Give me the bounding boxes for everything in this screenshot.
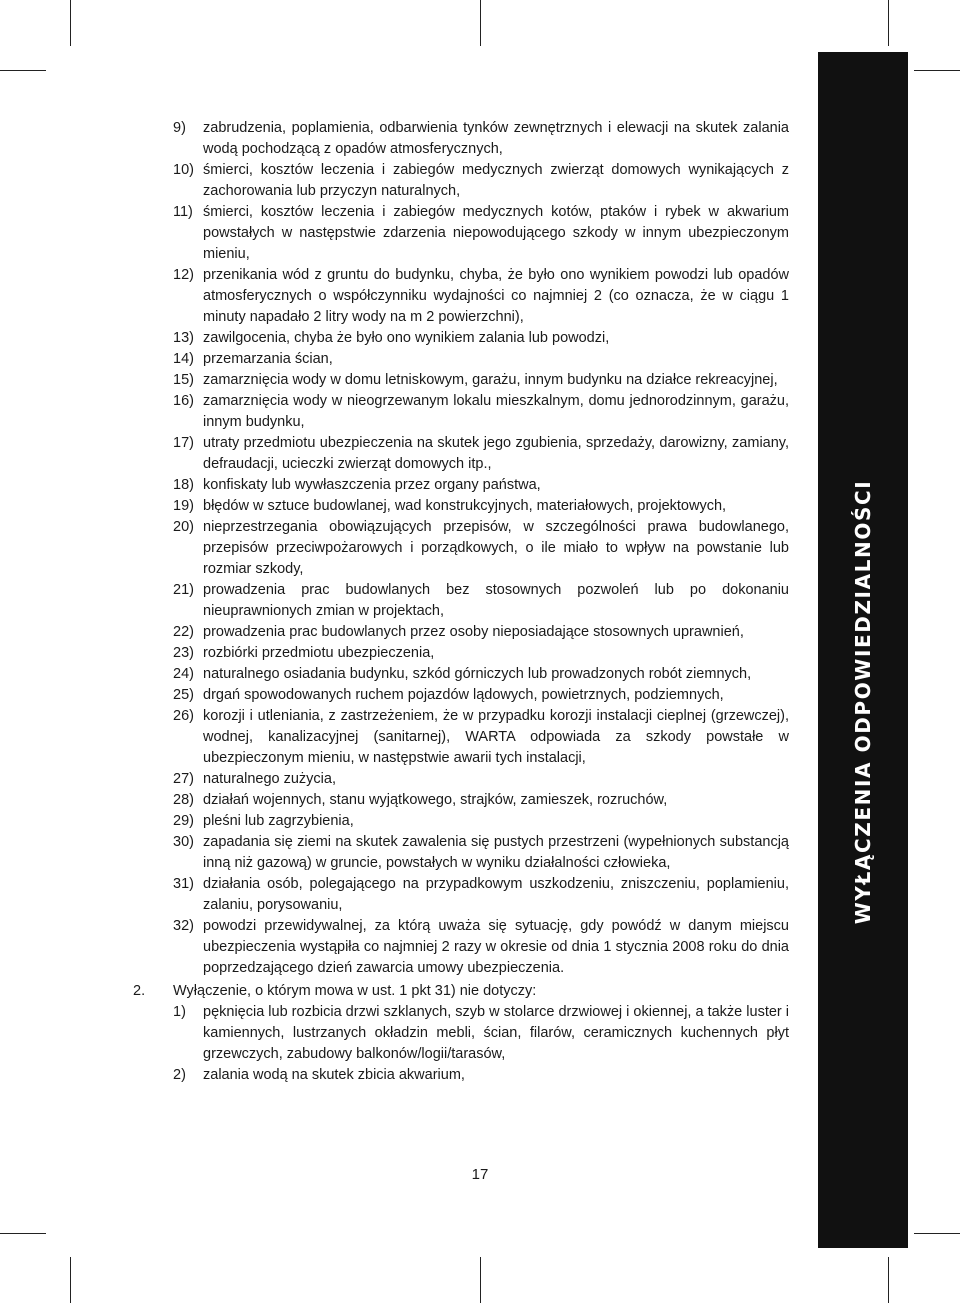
- crop-mark-left-top: [0, 70, 46, 71]
- exclusion-item-number: 30): [173, 834, 194, 850]
- exclusion-item: [133, 370, 789, 391]
- exclusion-item-text: działania osób, polegającego na przypadkowym uszkodzeniu, zniszczeniu, poplamieniu, zalaniu, porysowaniu,: [203, 876, 789, 913]
- exclusion-item: [133, 643, 789, 664]
- exclusion-item-number: 12): [173, 267, 194, 283]
- exclusion-item-text: śmierci, kosztów leczenia i zabiegów medycznych zwierząt domowych wynikających z zachorowania lub przyczyn naturalnych,: [203, 162, 789, 199]
- exclusion-item-number: 31): [173, 876, 194, 892]
- exclusion-item-text: konfiskaty lub wywłaszczenia przez organy państwa,: [203, 477, 541, 493]
- exclusion-item: [133, 265, 789, 328]
- crop-mark-right-top: [914, 70, 960, 71]
- exclusion-item-number: 22): [173, 624, 194, 640]
- section-2-item: [133, 1002, 789, 1065]
- exclusion-item-number: 21): [173, 582, 194, 598]
- exclusion-item-text: utraty przedmiotu ubezpieczenia na skutek jego zgubienia, sprzedaży, darowizny, zamiany, defraudacji, ucieczki zwierząt domowych itp.,: [203, 435, 789, 472]
- exclusion-item-number: 16): [173, 393, 194, 409]
- exclusion-item-number: 24): [173, 666, 194, 682]
- exclusion-item: [133, 580, 789, 622]
- exclusion-item: [133, 496, 789, 517]
- exclusion-item-text: nieprzestrzegania obowiązujących przepisów, w szczególności prawa budowlanego, przepisów przeciwpożarowych i porządkowych, o ile miało to wpływ na powstanie lub rozmiar szkody,: [203, 519, 789, 577]
- exclusion-item-text: prowadzenia prac budowlanych bez stosownych pozwoleń lub po dokonaniu nieuprawnionych zmian w projektach,: [203, 582, 789, 619]
- exclusion-item-text: zapadania się ziemi na skutek zawalenia się pustych przestrzeni (wypełnionych substancją inną niż gazową) w gruncie, powstałych w wyniku działalności człowieka,: [203, 834, 789, 871]
- section-2-heading: [133, 981, 789, 1002]
- crop-mark-top-left: [70, 0, 71, 46]
- exclusion-item-number: 23): [173, 645, 194, 661]
- exclusion-item-text: przenikania wód z gruntu do budynku, chyba, że było ono wynikiem powodzi lub opadów atmosferycznych o współczynniku wydajności co najmniej 2 (co oznacza, że w ciągu 1 minuty napadało 2 litry wody na m 2 powierzchni),: [203, 267, 789, 325]
- section-2-text: Wyłączenie, o którym mowa w ust. 1 pkt 31) nie dotyczy:: [173, 983, 537, 999]
- crop-mark-left-bottom: [0, 1233, 46, 1234]
- exclusion-item: [133, 391, 789, 433]
- section-side-band: [818, 52, 908, 1248]
- exclusion-item: [133, 349, 789, 370]
- page-number: 17: [471, 1166, 489, 1183]
- exclusion-item: [133, 769, 789, 790]
- exclusion-item: [133, 706, 789, 769]
- exclusion-item: [133, 160, 789, 202]
- exclusion-item-number: 25): [173, 687, 194, 703]
- exclusion-item-text: korozji i utleniania, z zastrzeżeniem, że w przypadku korozji instalacji cieplnej (grzewczej), wodnej, kanalizacyjnej (sanitarnej), WARTA odpowiada za szkody powstałe w ubezpieczonym mieniu, w następstwie awarii tych instalacji,: [203, 708, 789, 766]
- exclusion-item: [133, 118, 789, 160]
- exclusion-item-text: rozbiórki przedmiotu ubezpieczenia,: [203, 645, 435, 661]
- crop-mark-bottom-right: [888, 1257, 889, 1303]
- exclusion-item: [133, 874, 789, 916]
- exclusion-item-number: 13): [173, 330, 194, 346]
- exclusion-item: [133, 685, 789, 706]
- exclusion-item-text: zawilgocenia, chyba że było ono wynikiem zalania lub powodzi,: [203, 330, 610, 346]
- exclusion-item-text: przemarzania ścian,: [203, 351, 333, 367]
- exclusion-item-number: 19): [173, 498, 194, 514]
- exclusion-item-text: śmierci, kosztów leczenia i zabiegów medycznych kotów, ptaków i rybek w akwarium powstałych w następstwie zdarzenia niepowodującego szkody w innym ubezpieczonym mieniu,: [203, 204, 789, 262]
- crop-mark-right-bottom: [914, 1233, 960, 1234]
- exclusion-item: [133, 832, 789, 874]
- exclusion-item: [133, 475, 789, 496]
- exclusion-item-number: 32): [173, 918, 194, 934]
- exclusion-item-text: pleśni lub zagrzybienia,: [203, 813, 354, 829]
- crop-mark-top-center: [480, 0, 481, 46]
- section-2-item: [133, 1065, 789, 1086]
- exclusion-item-text: naturalnego osiadania budynku, szkód górniczych lub prowadzonych robót ziemnych,: [203, 666, 752, 682]
- exclusion-item: [133, 517, 789, 580]
- exclusion-item-number: 15): [173, 372, 194, 388]
- exclusion-item-number: 17): [173, 435, 194, 451]
- exclusion-item: [133, 328, 789, 349]
- exclusion-item: [133, 202, 789, 265]
- exclusion-item-number: 9): [173, 120, 186, 136]
- crop-mark-top-right: [888, 0, 889, 46]
- exclusion-item-number: 27): [173, 771, 194, 787]
- section-2-sublist: [133, 1002, 789, 1086]
- section-side-label: WYŁĄCZENIA ODPOWIEDZIALNOŚCI: [851, 479, 875, 925]
- exclusion-item-number: 10): [173, 162, 194, 178]
- exclusion-item-text: zamarznięcia wody w nieogrzewanym lokalu mieszkalnym, domu jednorodzinnym, garażu, innym budynku,: [203, 393, 789, 430]
- document-body: [133, 118, 789, 1086]
- section-2-item-text: pęknięcia lub rozbicia drzwi szklanych, szyb w stolarce drzwiowej i okiennej, a także luster i kamiennych, lustrzanych okładzin mebli, ścian, filarów, ceramicznych kuchennych płyt grzewczych, zabudowy balkonów/logii/tarasów,: [203, 1004, 789, 1062]
- section-2-item-number: 1): [173, 1004, 186, 1020]
- exclusion-item: [133, 916, 789, 979]
- exclusions-list: [133, 118, 789, 979]
- crop-mark-bottom-center: [480, 1257, 481, 1303]
- exclusion-item: [133, 433, 789, 475]
- exclusion-item-number: 29): [173, 813, 194, 829]
- section-2-item-number: 2): [173, 1067, 186, 1083]
- exclusion-item: [133, 790, 789, 811]
- section-2-number: 2.: [133, 983, 146, 999]
- crop-mark-bottom-left: [70, 1257, 71, 1303]
- exclusion-item-text: zamarznięcia wody w domu letniskowym, garażu, innym budynku na działce rekreacyjnej,: [203, 372, 778, 388]
- exclusion-item-number: 26): [173, 708, 194, 724]
- section-2-item-text: zalania wodą na skutek zbicia akwarium,: [203, 1067, 465, 1083]
- exclusion-item: [133, 664, 789, 685]
- exclusion-item-number: 11): [173, 204, 193, 220]
- exclusion-item-number: 14): [173, 351, 194, 367]
- exclusion-item-number: 18): [173, 477, 194, 493]
- exclusion-item-text: prowadzenia prac budowlanych przez osoby nieposiadające stosownych uprawnień,: [203, 624, 744, 640]
- exclusion-item-text: zabrudzenia, poplamienia, odbarwienia tynków zewnętrznych i elewacji na skutek zalania wodą pochodzącą z opadów atmosferycznych,: [203, 120, 789, 157]
- exclusion-item-number: 20): [173, 519, 194, 535]
- exclusion-item-number: 28): [173, 792, 194, 808]
- exclusion-item: [133, 811, 789, 832]
- exclusion-item-text: drgań spowodowanych ruchem pojazdów lądowych, powietrznych, podziemnych,: [203, 687, 724, 703]
- exclusion-item-text: błędów w sztuce budowlanej, wad konstrukcyjnych, materiałowych, projektowych,: [203, 498, 727, 514]
- exclusion-item-text: powodzi przewidywalnej, za którą uważa się sytuację, gdy powódź w danym miejscu ubezpieczenia wystąpiła co najmniej 2 razy w okresie od dnia 1 stycznia 2008 roku do dnia poprzedzającego dzień zawarcia umowy ubezpieczenia.: [203, 918, 789, 976]
- exclusion-item: [133, 622, 789, 643]
- exclusion-item-text: działań wojennych, stanu wyjątkowego, strajków, zamieszek, rozruchów,: [203, 792, 668, 808]
- exclusion-item-text: naturalnego zużycia,: [203, 771, 336, 787]
